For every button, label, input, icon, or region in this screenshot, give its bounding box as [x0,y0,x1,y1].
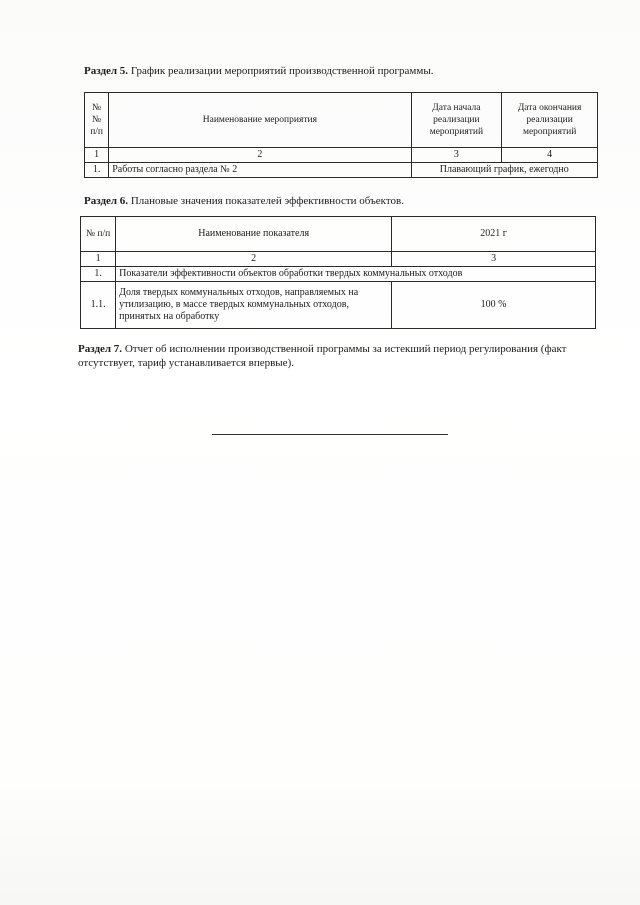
table-row [85,163,598,178]
section-6-table [80,216,596,329]
section-5-title: График реализации мероприятий производственной программы. [130,65,434,77]
index-cell: 3 [392,252,596,267]
table-group-row [81,267,596,282]
table-row [81,282,596,329]
index-cell: 2 [109,148,411,163]
row-value: 100 % [392,282,596,329]
index-cell: 4 [502,148,598,163]
section-5-table [84,92,598,178]
section-6-heading [84,194,604,208]
header-end-date: Дата окончания реализации мероприятий [502,93,598,148]
section-7-paragraph [78,342,598,370]
row-event-name: Работы согласно раздела № 2 [109,163,411,178]
section-6-label: Раздел 6. [84,195,129,207]
header-year: 2021 г [392,217,596,252]
header-num: №№ п/п [85,93,109,148]
table-index-row [81,252,596,267]
index-cell: 1 [81,252,116,267]
header-num: № п/п [81,217,116,252]
row-num: 1. [85,163,109,178]
table-index-row [85,148,598,163]
section-6-title: Плановые значения показателей эффективности объектов. [130,195,404,207]
signature-line [212,434,448,435]
row-num: 1.1. [81,282,116,329]
row-period: Плавающий график, ежегодно [411,163,597,178]
group-name: Показатели эффективности объектов обработки твердых коммунальных отходов [116,267,596,282]
header-event-name: Наименование мероприятия [109,93,411,148]
table-header-row [81,217,596,252]
index-cell: 1 [85,148,109,163]
table-header-row [85,93,598,148]
row-indicator-name: Доля твердых коммунальных отходов, направляемых на утилизацию, в массе твердых коммунальных отходов, принятых на обработку [116,282,392,329]
group-num: 1. [81,267,116,282]
header-indicator-name: Наименование показателя [116,217,392,252]
scan-shading [0,785,640,905]
header-start-date: Дата начала реализации мероприятий [411,93,502,148]
section-5-label: Раздел 5. [84,65,129,77]
section-7-text: Отчет об исполнении производственной программы за истекший период регулирования (факт отсутствует, тариф устанавливается впервые). [78,343,567,369]
section-7-label: Раздел 7. [78,343,123,355]
section-5-heading [84,64,604,78]
index-cell: 2 [116,252,392,267]
index-cell: 3 [411,148,502,163]
